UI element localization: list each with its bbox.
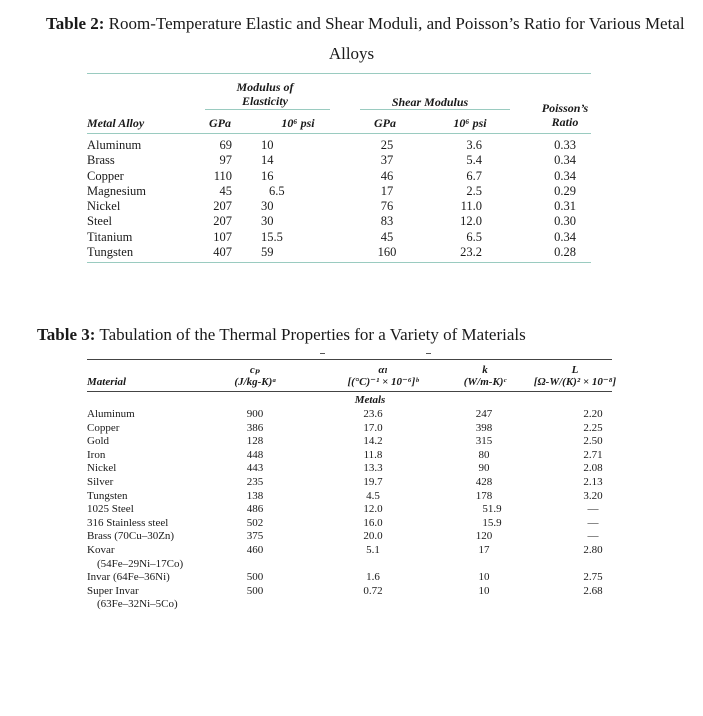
table-row-material: 1025 Steel <box>87 503 134 516</box>
table3-header-rule <box>87 391 612 392</box>
cell-e-psi: 15.5 <box>261 229 283 244</box>
cell-e-psi: 10 <box>261 138 274 152</box>
cell-cp: 460 <box>246 543 264 556</box>
cell-cp: 486 <box>246 503 264 516</box>
cell-alpha: 17.0 <box>363 421 383 434</box>
cell-ratio: 0.30 <box>554 214 576 229</box>
cell-ratio: 0.34 <box>554 168 576 183</box>
table-row-alloy: Aluminum <box>87 138 142 152</box>
table-row-alloy: Copper <box>87 168 124 183</box>
spacer <box>575 558 611 572</box>
cell-l: 2.08 <box>583 462 603 475</box>
cell-g-gpa: 160 <box>377 245 397 260</box>
table2-col-alloy <box>87 138 146 260</box>
cell-l: 2.13 <box>583 475 603 488</box>
cell-ratio: 0.31 <box>554 199 576 214</box>
cell-l: 3.20 <box>583 489 603 502</box>
table3-col-material <box>87 408 183 612</box>
table-row-material: Super Invar <box>87 584 139 597</box>
cell-l: 2.68 <box>583 584 603 597</box>
table-row-material: Copper <box>87 421 120 434</box>
table3-col-cp <box>240 408 270 598</box>
spacer <box>240 558 270 572</box>
header-l: L [Ω-W/(K)² × 10⁻⁸] <box>533 364 617 388</box>
cell-k: 120 <box>475 530 493 543</box>
section-metals-label: Metals <box>354 394 386 406</box>
cell-cp: 375 <box>246 530 264 543</box>
table2-bottom-rule <box>87 262 591 263</box>
cell-k: 178 <box>475 489 493 502</box>
cell-alpha: 12.0 <box>363 503 383 516</box>
table-row-alloy: Tungsten <box>87 245 134 260</box>
table-row-material: Aluminum <box>87 408 135 420</box>
cell-e-gpa: 69 <box>219 138 232 152</box>
cell-k: 398 <box>475 421 493 434</box>
header-e-gpa: GPa <box>209 116 231 130</box>
cell-l: 2.50 <box>583 435 603 448</box>
header-g-psi: 10⁶ psi <box>453 116 487 130</box>
cell-e-psi: 14 <box>261 153 274 168</box>
cell-ratio: 0.28 <box>554 245 576 260</box>
cell-cp: 502 <box>246 516 264 529</box>
cell-g-psi: 6.5 <box>466 229 482 244</box>
cell-g-psi: 11.0 <box>460 199 482 214</box>
header-metal-alloy: Metal Alloy <box>87 116 145 130</box>
table2-top-rule <box>87 73 591 74</box>
cell-g-psi: 12.0 <box>460 214 482 229</box>
table2-col-g-psi <box>430 138 482 260</box>
cell-cp: 448 <box>246 448 264 461</box>
cell-cp: 386 <box>246 421 264 434</box>
table3-col-alpha <box>353 408 393 598</box>
cell-g-psi: 5.4 <box>466 153 482 168</box>
header-g-gpa: GPa <box>374 116 396 130</box>
cell-alpha: 4.5 <box>366 489 380 502</box>
cell-e-psi: 30 <box>261 199 274 214</box>
decorative-tick <box>320 353 325 354</box>
spacer <box>353 558 393 572</box>
cell-alpha: 5.1 <box>366 543 380 556</box>
table2-title-line1: Table 2: Room-Temperature Elastic and Shear Moduli, and Poisson’s Ratio for Various Metal <box>46 14 685 33</box>
cell-g-psi: 2.5 <box>466 183 482 198</box>
cell-l: 2.25 <box>583 421 603 434</box>
cell-alpha: 23.6 <box>363 408 383 420</box>
header-poissons-ratio: Poisson’s Ratio <box>541 101 589 129</box>
cell-alpha: 13.3 <box>363 462 383 475</box>
cell-g-gpa: 37 <box>380 153 394 168</box>
header-modulus-of-elasticity: Modulus of Elasticity <box>236 80 294 108</box>
table3-title: Table 3: Tabulation of the Thermal Properties for a Variety of Materials <box>37 325 526 344</box>
cell-k: 315 <box>475 435 493 448</box>
cell-k: 247 <box>475 408 493 420</box>
cell-l: — <box>587 530 599 543</box>
cell-k: 428 <box>475 475 493 488</box>
cell-g-psi: 6.7 <box>466 168 482 183</box>
table2-col-g-gpa <box>372 138 402 260</box>
table3-top-rule <box>87 359 612 360</box>
cell-l: 2.75 <box>583 571 603 584</box>
table-row-material: (54Fe–29Ni–17Co) <box>97 557 184 570</box>
cell-k: 10 <box>478 584 490 597</box>
cell-l: 2.71 <box>583 448 603 461</box>
table-row-alloy: Nickel <box>87 199 121 214</box>
table-row-material: (63Fe–32Ni–5Co) <box>97 598 178 611</box>
cell-ratio: 0.34 <box>554 153 576 168</box>
cell-g-psi: 23.2 <box>460 245 482 260</box>
cell-ratio: 0.34 <box>554 229 576 244</box>
table-row-material: Tungsten <box>87 489 128 502</box>
header-cp: cₚ (J/kg-K)ᵃ <box>234 364 276 388</box>
cell-k: 51.9 <box>482 503 502 516</box>
cell-cp: 900 <box>246 408 264 420</box>
cell-l: — <box>587 503 599 516</box>
cell-e-psi: 6.5 <box>269 183 285 198</box>
cell-e-gpa: 407 <box>213 245 232 260</box>
table-row-material: Gold <box>87 435 109 448</box>
cell-e-gpa: 45 <box>219 183 232 198</box>
cell-cp: 500 <box>246 571 264 584</box>
cell-alpha: 20.0 <box>363 530 383 543</box>
table3-col-k <box>464 408 504 598</box>
spacer <box>464 558 504 572</box>
cell-g-gpa: 25 <box>380 138 394 152</box>
cell-g-gpa: 17 <box>380 183 394 198</box>
cell-l: 2.20 <box>583 408 603 420</box>
header-k: k (W/m-K)ᶜ <box>463 364 507 388</box>
table-row-alloy: Brass <box>87 153 115 168</box>
cell-k: 90 <box>478 462 490 475</box>
cell-cp: 500 <box>246 584 264 597</box>
cell-alpha: 14.2 <box>363 435 383 448</box>
table3-col-l <box>575 408 611 598</box>
cell-g-gpa: 83 <box>380 214 394 229</box>
table-row-material: Kovar <box>87 543 115 556</box>
table2-title-line2: Alloys <box>328 44 375 63</box>
cell-alpha: 1.6 <box>366 571 380 584</box>
cell-e-gpa: 207 <box>213 214 232 229</box>
table-row-material: Iron <box>87 448 106 461</box>
cell-g-gpa: 45 <box>380 229 394 244</box>
cell-alpha: 11.8 <box>363 448 383 461</box>
table2-col-e-psi <box>261 138 321 260</box>
header-e-psi: 10⁶ psi <box>281 116 315 130</box>
cell-cp: 138 <box>246 489 264 502</box>
table2-col-e-gpa <box>190 138 232 260</box>
cell-e-gpa: 97 <box>219 153 232 168</box>
cell-e-gpa: 110 <box>213 168 232 183</box>
table-row-material: Invar (64Fe–36Ni) <box>87 571 170 584</box>
table-row-alloy: Titanium <box>87 229 133 244</box>
table2-header-rule <box>87 133 591 134</box>
table-row-material: 316 Stainless steel <box>87 516 169 529</box>
shear-group-rule <box>360 109 510 110</box>
cell-e-psi: 16 <box>261 168 274 183</box>
cell-alpha: 19.7 <box>363 475 383 488</box>
cell-cp: 128 <box>246 435 264 448</box>
cell-cp: 443 <box>246 462 264 475</box>
cell-ratio: 0.29 <box>554 183 576 198</box>
cell-alpha: 0.72 <box>363 584 383 597</box>
cell-k: 10 <box>478 571 490 584</box>
header-shear-modulus: Shear Modulus <box>391 95 469 109</box>
table-row-material: Nickel <box>87 462 117 475</box>
table-row-material: Silver <box>87 475 114 488</box>
table-row-alloy: Steel <box>87 214 112 229</box>
decorative-tick <box>426 353 431 354</box>
cell-e-psi: 30 <box>261 214 274 229</box>
cell-ratio: 0.33 <box>554 138 576 152</box>
table2-col-ratio <box>545 138 585 260</box>
cell-cp: 235 <box>246 475 264 488</box>
cell-e-psi: 59 <box>261 245 274 260</box>
modulus-group-rule <box>205 109 330 110</box>
cell-g-gpa: 76 <box>380 199 394 214</box>
header-material: Material <box>87 376 127 388</box>
cell-k: 17 <box>478 543 490 556</box>
cell-k: 15.9 <box>482 516 502 529</box>
table-row-material: Brass (70Cu–30Zn) <box>87 530 175 543</box>
cell-l: — <box>587 516 599 529</box>
table-row-alloy: Magnesium <box>87 183 147 198</box>
cell-k: 80 <box>478 448 490 461</box>
cell-g-psi: 3.6 <box>466 138 482 152</box>
header-alpha: αₗ [(°C)⁻¹ × 10⁻⁶]ᵇ <box>347 364 419 388</box>
cell-l: 2.80 <box>583 543 603 556</box>
cell-alpha: 16.0 <box>363 516 383 529</box>
cell-g-gpa: 46 <box>380 168 394 183</box>
cell-e-gpa: 107 <box>213 229 232 244</box>
cell-e-gpa: 207 <box>213 199 232 214</box>
